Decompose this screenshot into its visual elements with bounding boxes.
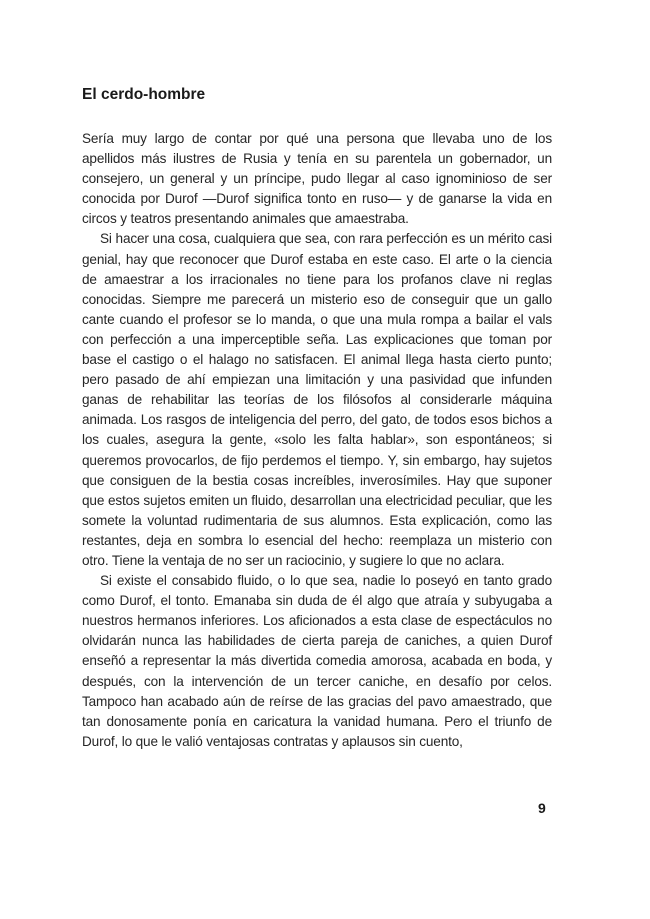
chapter-body bbox=[82, 129, 552, 752]
chapter-title: El cerdo-hombre bbox=[82, 86, 206, 103]
paragraph-1: Sería muy largo de contar por qué una persona que llevaba uno de los apellidos más ilustres de Rusia y tenía en su parentela un gobernador, un consejero, un general y un príncipe, pudo llegar al caso ignominioso de ser conocida por Durof —Durof significa tonto en ruso— y de ganarse la vida en circos y teatros presentando animales que amaestraba. bbox=[82, 131, 552, 227]
paragraph-3: Si existe el consabido fluido, o lo que sea, nadie lo poseyó en tanto grado como Durof, el tonto. Emanaba sin duda de él algo que atraía y subyugaba a nuestros hermanos inferiores. Los aficionados a esta clase de espectáculos no olvidarán nunca las habilidades de cierta pareja de caniches, a quien Durof enseñó a representar la más divertida comedia amorosa, acabada en boda, y después, con la intervención de un tercer caniche, en desafío por celos. Tampoco han acabado aún de reírse de las gracias del pavo amaestrado, que tan donosamente ponía en caricatura la vanidad humana. Pero el triunfo de Durof, lo que le valió ventajosas contratas y aplausos sin cuento, bbox=[82, 573, 552, 749]
paragraph-2: Si hacer una cosa, cualquiera que sea, con rara perfección es un mérito casi genial, hay que reconocer que Durof estaba en este caso. El arte o la ciencia de amaestrar a los irracionales no tiene para los profanos clave ni reglas conocidas. Siempre me parecerá un misterio eso de conseguir que un gallo cante cuando el profesor se lo manda, o que una mula rompa a bailar el vals con perfección a una imperceptible seña. Las explicaciones que toman por base el castigo o el halago no satisfacen. El animal llega hasta cierto punto; pero pasado de ahí empiezan una limitación y una pasividad que infunden ganas de rehabilitar las teorías de los filósofos al considerarle máquina animada. Los rasgos de inteligencia del perro, del gato, de todos esos bichos a los cuales, asegura la gente, «solo les falta hablar», son espontáneos; si queremos provocarlos, de fijo perdemos el tiempo. Y, sin embargo, hay sujetos que consiguen de la bestia cosas increíbles, inverosímiles. Hay que suponer que estos sujetos emiten un fluido, desarrollan una electricidad peculiar, que les somete la voluntad rudimentaria de sus alumnos. Esta explicación, como las restantes, deja en sombra lo esencial del hecho: reemplaza un misterio con otro. Tiene la ventaja de no ser un raciocinio, y sugiere lo que no aclara. bbox=[82, 231, 552, 568]
page-number: 9 bbox=[538, 800, 546, 816]
